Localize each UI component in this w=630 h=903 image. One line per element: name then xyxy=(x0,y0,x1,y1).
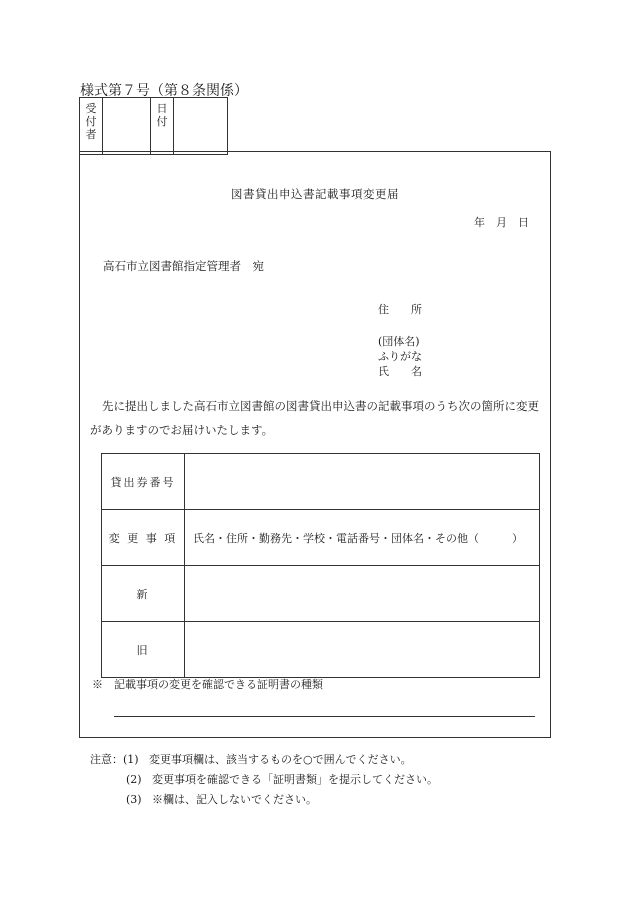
change-table xyxy=(101,453,540,678)
notes-prefix: 注意： xyxy=(90,753,123,766)
note-item xyxy=(90,750,438,770)
card-number-field[interactable] xyxy=(185,454,540,510)
document-title: 図書貸出申込書記載事項変更届 xyxy=(231,187,399,201)
new-label: 新 xyxy=(102,566,185,622)
group-name-label: (団体名) xyxy=(378,335,420,348)
old-field[interactable] xyxy=(185,622,540,678)
body-text: 先に提出しました高石市立図書館の図書貸出申込書の記載事項のうち次の箇所に変更がありますのでお届けいたします。 xyxy=(90,399,539,437)
notes-section xyxy=(90,750,438,810)
table-row xyxy=(102,510,540,566)
note-number: (3) xyxy=(126,793,142,806)
change-items-options[interactable]: 氏名・住所・勤務先・学校・電話番号・団体名・その他（ ） xyxy=(185,510,540,566)
received-by-label: 受付者 xyxy=(85,102,97,141)
certificate-note: ※ 記載事項の変更を確認できる証明書の種類 xyxy=(92,678,323,691)
note-number: (1) xyxy=(123,753,139,766)
table-row xyxy=(102,566,540,622)
receipt-box xyxy=(79,97,228,155)
table-row xyxy=(102,454,540,510)
note-number: (2) xyxy=(126,773,142,786)
form-number: 様式第７号（第８条関係） xyxy=(80,83,248,99)
furigana-label: ふりがな xyxy=(378,350,422,363)
old-label: 旧 xyxy=(102,622,185,678)
addressee: 高石市立図書館指定管理者 宛 xyxy=(103,259,264,273)
change-items-label: 変 更 事 項 xyxy=(102,510,185,566)
address-label: 住 所 xyxy=(378,303,422,316)
note-item xyxy=(90,770,438,790)
certificate-line[interactable] xyxy=(114,716,535,717)
date-label-cell xyxy=(151,98,174,155)
note-text: 変更事項欄は、該当するものを○で囲んでください。 xyxy=(149,753,412,766)
new-field[interactable] xyxy=(185,566,540,622)
table-row xyxy=(102,622,540,678)
date-field[interactable] xyxy=(174,98,228,155)
received-by-label-cell xyxy=(80,98,103,155)
note-text: ※欄は、記入しないでください。 xyxy=(152,793,317,806)
date-label: 日付 xyxy=(156,102,168,128)
date-line: 年 月 日 xyxy=(474,216,529,229)
card-number-label: 貸出券番号 xyxy=(102,454,185,510)
note-text: 変更事項を確認できる「証明書類」を提示してください。 xyxy=(152,773,438,786)
note-item xyxy=(90,790,438,810)
received-by-field[interactable] xyxy=(103,98,151,155)
name-label: 氏 名 xyxy=(378,365,422,378)
